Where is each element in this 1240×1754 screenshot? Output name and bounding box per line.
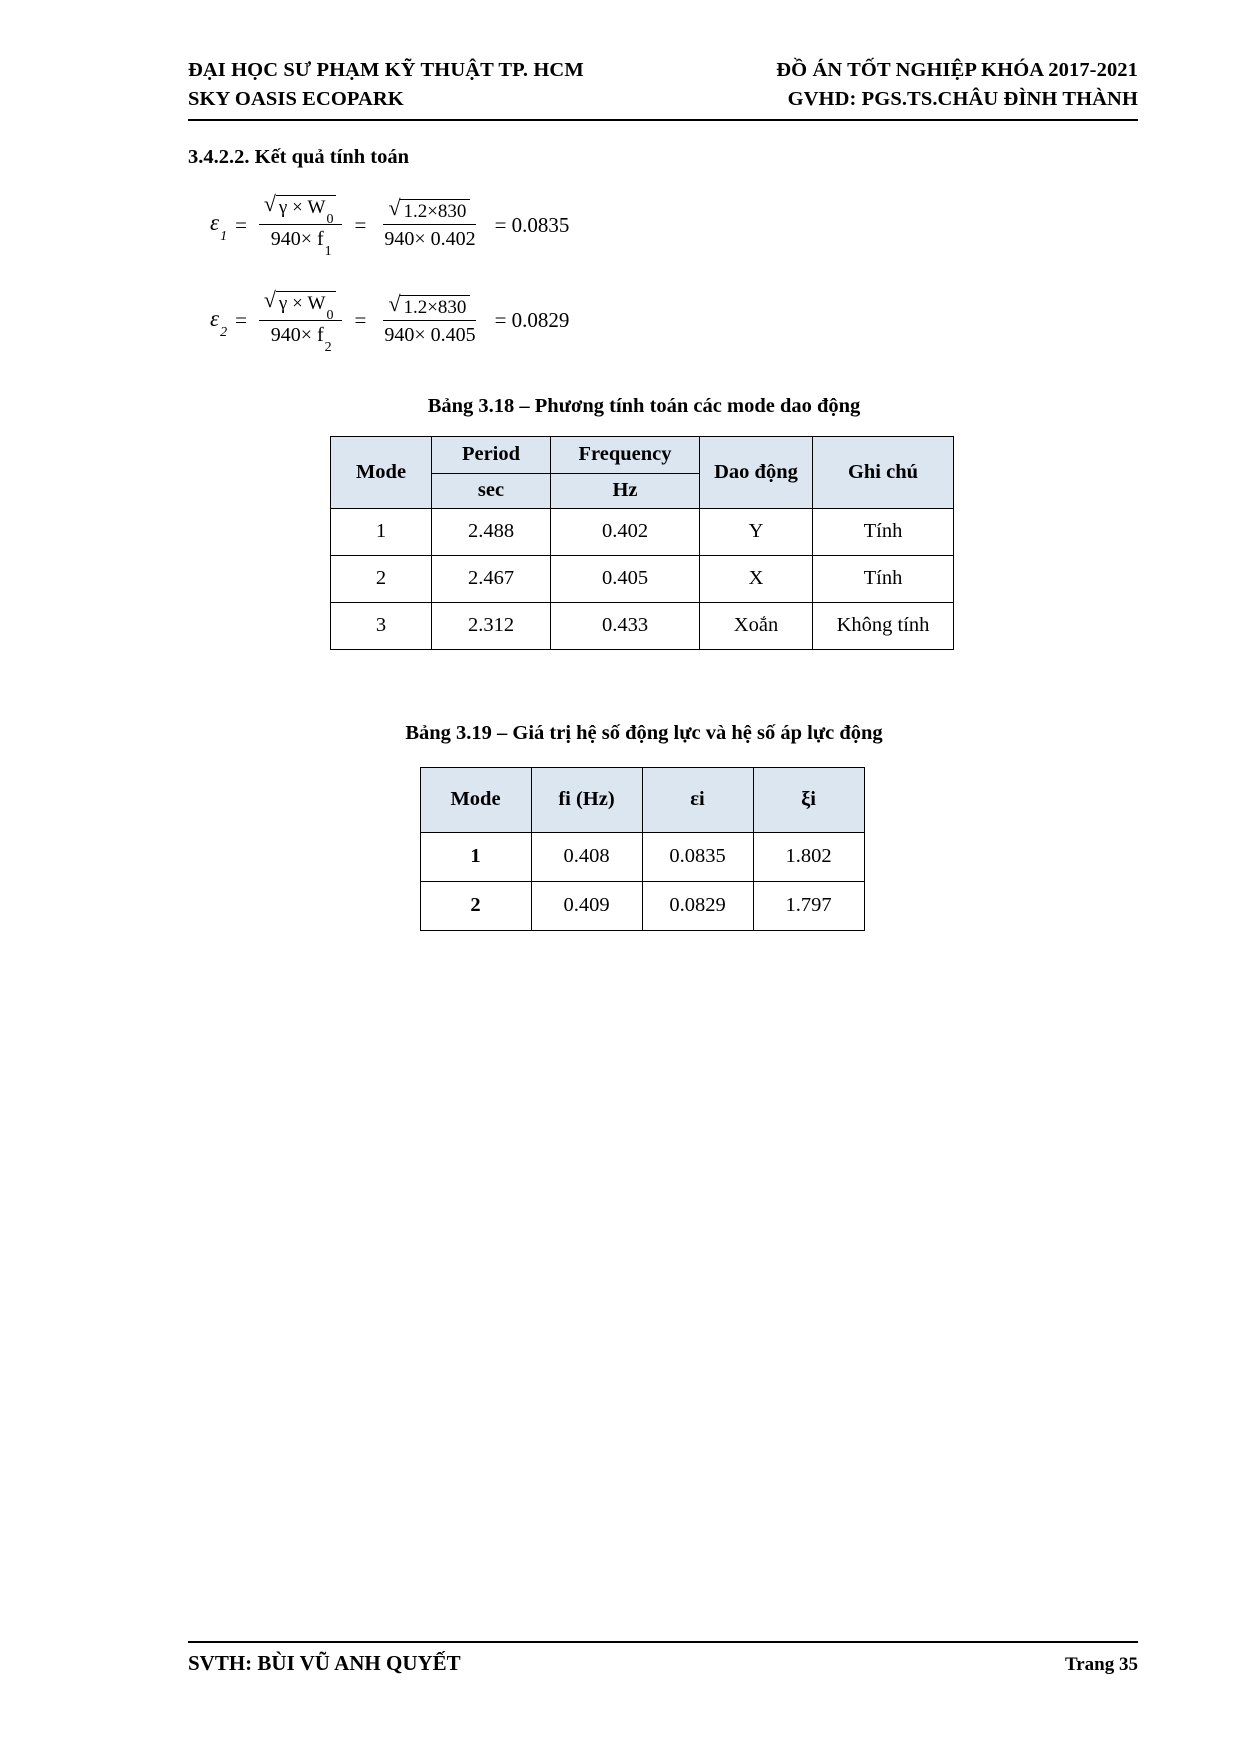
table-row <box>420 881 864 930</box>
advisor-name: GVHD: PGS.TS.CHÂU ĐÌNH THÀNH <box>787 88 1138 111</box>
footer-divider <box>188 1641 1138 1643</box>
header-line-1 <box>188 56 1138 85</box>
cell-frequency: 0.433 <box>551 602 700 649</box>
formula-2-fraction-symbolic <box>259 291 343 355</box>
formula-1-denominator-symbolic: $940\times f_1$ <box>270 228 332 260</box>
formula-2-equals: = <box>235 308 247 333</box>
formula-1-numerator-symbolic <box>259 195 343 228</box>
formula-2-equals-2: = <box>354 308 367 333</box>
table-row <box>420 832 864 881</box>
formula-1-equals-2: = <box>354 212 367 237</box>
th-ghi-chu: Ghi chú <box>813 436 954 508</box>
cell-period: 2.467 <box>432 555 551 602</box>
th-frequency: Frequency <box>551 436 700 473</box>
formula-1-lhs: $\varepsilon_1$ <box>210 209 228 245</box>
cell-ghi-chu: Không tính <box>813 602 954 649</box>
cell-dao-dong: Y <box>700 508 813 555</box>
thesis-title: ĐỒ ÁN TỐT NGHIỆP KHÓA 2017-2021 <box>776 59 1138 81</box>
cell-mode: 1 <box>420 832 531 881</box>
formula-2-lhs: $\varepsilon_2$ <box>210 305 228 341</box>
cell-fi: 0.409 <box>531 881 642 930</box>
th-fi: fi (Hz) <box>531 767 642 832</box>
cell-ghi-chu: Tính <box>813 508 954 555</box>
th-dao-dong: Dao động <box>700 436 813 508</box>
table-row <box>331 555 954 602</box>
table-319-wrapper <box>180 745 1104 931</box>
cell-xi: 1.797 <box>753 881 864 930</box>
cell-period: 2.488 <box>432 508 551 555</box>
th-period-unit: sec <box>432 473 551 508</box>
formula-1-result: = 0.0835 <box>494 212 570 237</box>
table-row <box>331 508 954 555</box>
table-318 <box>330 436 954 650</box>
radical-symbolic-2: √ $\gamma \times W_0$ <box>265 291 337 319</box>
formula-2-numerator-numeric <box>383 295 476 321</box>
formula-2-fraction-numeric <box>378 295 481 347</box>
radical-numeric-2: √ 1.2×830 <box>389 295 470 319</box>
table-row <box>331 436 954 473</box>
cell-ghi-chu: Tính <box>813 555 954 602</box>
page-number: Trang 35 <box>1064 1654 1138 1675</box>
formula-1-equals: = <box>235 212 247 237</box>
table-318-caption: Bảng 3.18 – Phương tính toán các mode dao động <box>427 394 861 417</box>
table-318-wrapper <box>180 418 1104 650</box>
cell-xi: 1.802 <box>753 832 864 881</box>
cell-frequency: 0.402 <box>551 508 700 555</box>
table-row <box>331 602 954 649</box>
cell-dao-dong: X <box>700 555 813 602</box>
th-period: Period <box>432 436 551 473</box>
project-name: SKY OASIS ECOPARK <box>188 88 404 111</box>
section-heading: 3.4.2.2. Kết quả tính toán <box>188 146 409 169</box>
th-mode: Mode <box>331 436 432 508</box>
radical-numeric-1: √ 1.2×830 <box>389 199 470 223</box>
cell-frequency: 0.405 <box>551 555 700 602</box>
radical-symbolic-1: √ $\gamma \times W_0$ <box>265 195 337 223</box>
formula-1-denominator-numeric: 940× 0.402 <box>384 228 476 251</box>
table-row <box>420 767 864 832</box>
cell-epsilon: 0.0829 <box>642 881 753 930</box>
formula-2-numerator-symbolic <box>259 291 343 321</box>
formula-1-fraction-numeric <box>378 199 481 251</box>
formula-1-fraction-symbolic <box>259 195 343 260</box>
th-epsilon-i: εi <box>642 767 753 832</box>
formula-epsilon-2 <box>210 291 1128 355</box>
cell-mode: 2 <box>331 555 432 602</box>
formula-2-denominator-symbolic: $940\times f_2$ <box>270 323 332 355</box>
table-319 <box>420 767 865 931</box>
header-line-2 <box>188 85 1138 114</box>
cell-epsilon: 0.0835 <box>642 832 753 881</box>
student-name: SVTH: BÙI VŨ ANH QUYẾT <box>188 1651 461 1675</box>
table-319-caption: Bảng 3.19 – Giá trị hệ số động lực và hệ số áp lực động <box>405 721 883 744</box>
cell-fi: 0.408 <box>531 832 642 881</box>
cell-period: 2.312 <box>432 602 551 649</box>
footer-content <box>188 1651 1138 1676</box>
cell-dao-dong: Xoắn <box>700 602 813 649</box>
th-mode: Mode <box>420 767 531 832</box>
th-xi-i: ξi <box>753 767 864 832</box>
cell-mode: 1 <box>331 508 432 555</box>
cell-mode: 3 <box>331 602 432 649</box>
page-header <box>188 56 1138 121</box>
cell-mode: 2 <box>420 881 531 930</box>
formula-2-denominator-numeric: 940× 0.405 <box>384 323 476 346</box>
page-footer <box>188 1641 1138 1676</box>
formula-1-numerator-numeric <box>383 199 476 225</box>
th-frequency-unit: Hz <box>551 473 700 508</box>
university-name: ĐẠI HỌC SƯ PHẠM KỸ THUẬT TP. HCM <box>188 59 584 81</box>
formula-2-result: = 0.0829 <box>494 308 570 333</box>
formula-epsilon-1 <box>210 195 1128 260</box>
header-divider <box>188 119 1138 121</box>
